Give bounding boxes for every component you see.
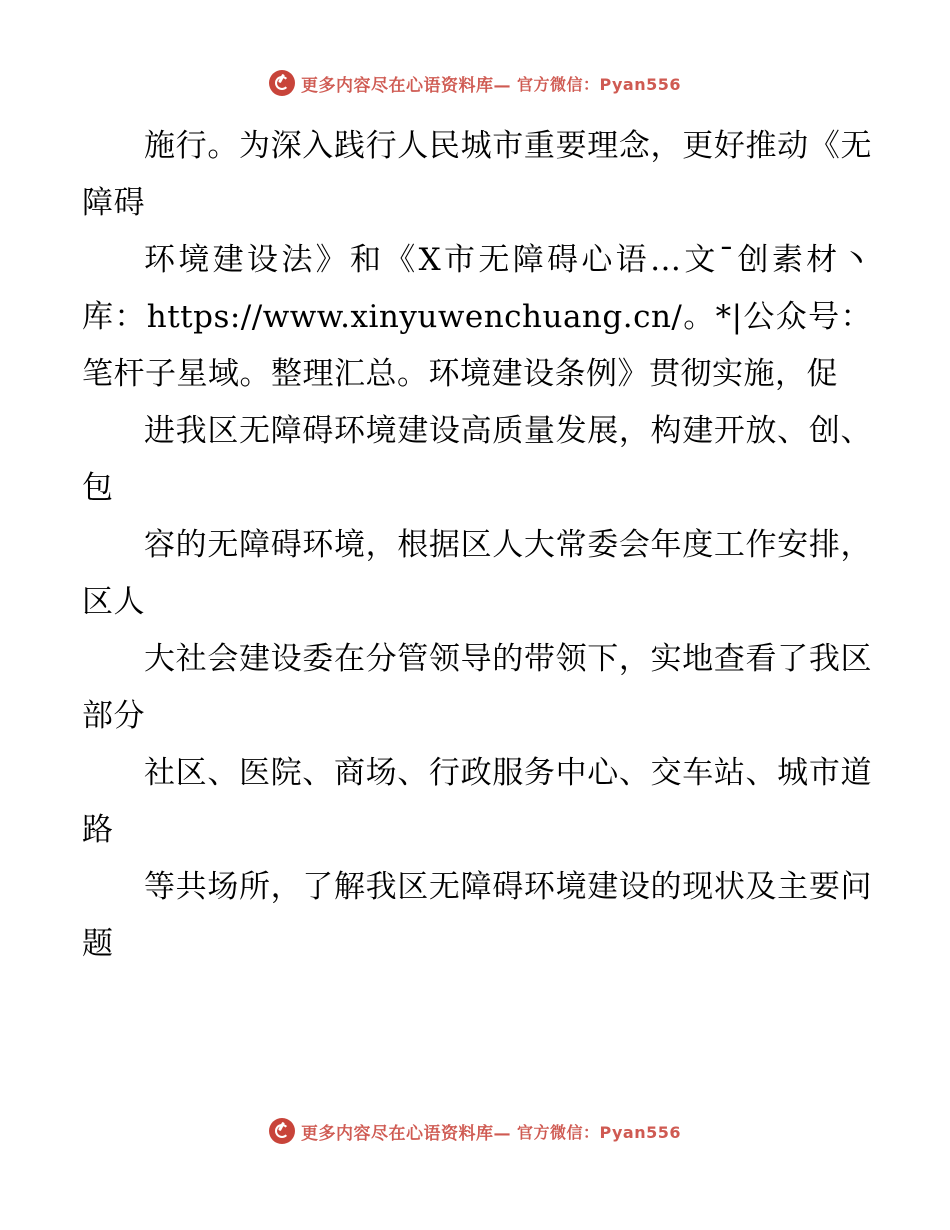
watermark-logo-icon [269,1118,295,1144]
watermark-bottom [0,1118,950,1144]
watermark-logo-icon [269,70,295,96]
watermark-main-text: 更多内容尽在心语资料库— [300,75,511,96]
watermark-sub-text: 官方微信：Pyan556 [516,74,682,94]
paragraph: 施行。为深入践行人民城市重要理念，更好推动《无障碍 [82,128,872,221]
paragraph: 等共场所，了解我区无障碍环境建设的现状及主要问题 [82,869,872,962]
paragraph: 大社会建设委在分管领导的带领下，实地查看了我区部分 [82,641,872,734]
document-body [82,118,872,973]
watermark-top [0,70,950,96]
paragraph: 社区、医院、商场、行政服务中心、交车站、城市道路 [82,755,872,848]
watermark-main-text: 更多内容尽在心语资料库— [300,1123,511,1144]
paragraph: 容的无障碍环境，根据区人大常委会年度工作安排，区人 [82,527,872,620]
watermark-sub-text: 官方微信：Pyan556 [516,1122,682,1142]
paragraph: 进我区无障碍环境建设高质量发展，构建开放、创、包 [82,413,872,506]
paragraph: 环境建设法》和《X市无障碍心语…文¯创素材丶库：https://www.xinyuwenchuang.cn/。*|公众号：笔杆子星域。整理汇总。环境建设条例》贯彻实施，促 [82,242,872,392]
